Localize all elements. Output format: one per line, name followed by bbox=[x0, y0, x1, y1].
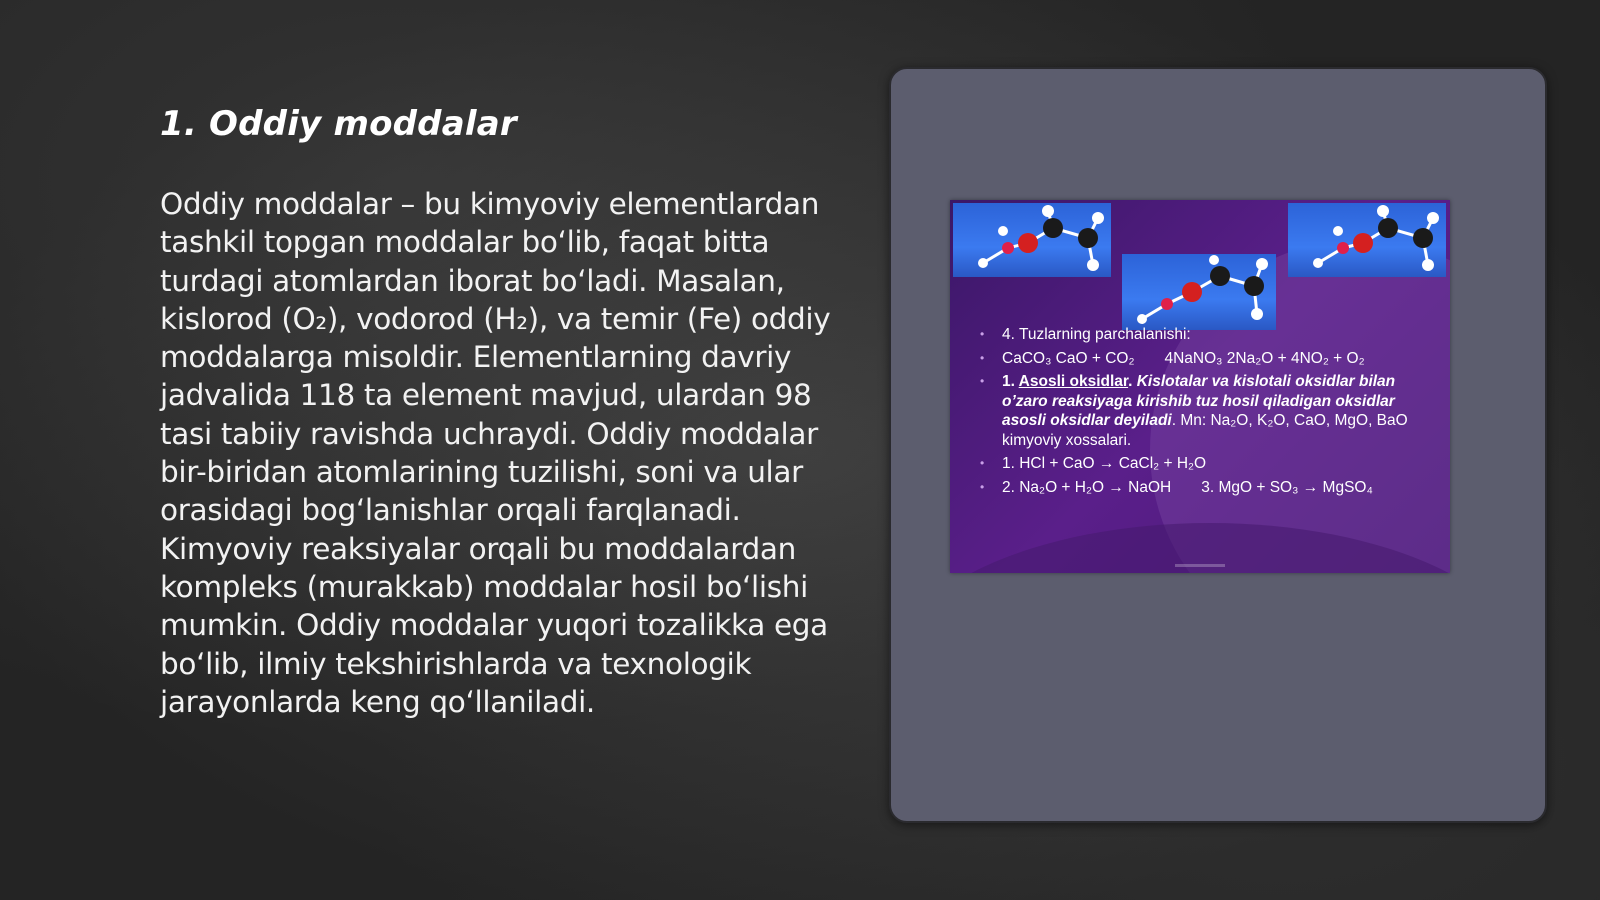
equation-text: 4NaNO₃ 2Na₂O + 4NO₂ + O₂ bbox=[1164, 349, 1365, 367]
molecule-image bbox=[953, 203, 1111, 277]
equation-text: 2. Na₂O + H₂O → NaOH bbox=[1002, 478, 1172, 496]
molecule-image bbox=[1122, 254, 1276, 330]
embedded-slide-image bbox=[950, 200, 1450, 573]
molecule-image bbox=[1288, 203, 1446, 277]
list-item bbox=[978, 372, 1438, 450]
slide-title: 1. Oddiy moddalar bbox=[160, 104, 517, 144]
punctuation: . bbox=[1128, 373, 1137, 390]
slide-body-text: Oddiy moddalar – bu kimyoviy elementlardan tashkil topgan moddalar bo‘lib, faqat bitta turdagi atomlardan iborat bo‘ladi. Masalan, kislorod (O₂), vodorod (H₂), va temir (Fe) oddiy moddalarga misoldir. Elementlarning davriy jadvalida 118 ta element mavjud, ulardan 98 tasi tabiiy ravishda uchraydi. Oddiy moddalar bir-biridan atomlarining tuzilishi, soni va ular orasidagi bog‘lanishlar orqali farqlanadi. Kimyoviy reaksiyalar orqali bu moddalardan kompleks (murakkab) moddalar hosil bo‘lishi mumkin. Oddiy moddalar yuqori tozalikka ega bo‘lib, ilmiy tekshirishlarda va texnologik jarayonlarda keng qo‘llaniladi. bbox=[160, 187, 831, 719]
item-number: 1. bbox=[1002, 373, 1019, 390]
term-heading: Asosli oksidlar bbox=[1018, 373, 1129, 390]
list-item bbox=[978, 454, 1438, 474]
list-item bbox=[978, 325, 1438, 345]
definition-text: Kislotalar va kislotali oksidlar bilan o’zaro reaksiyaga kirishib tuz hosil qiladigan oksidlar asosli oksidlar deyiladi bbox=[1002, 373, 1396, 429]
list-item bbox=[978, 349, 1438, 369]
list-item bbox=[978, 478, 1438, 498]
list-item-text: 4. Tuzlarning parchalanishi: bbox=[1002, 326, 1191, 343]
equation-text: 1. HCl + CaO → CaCl₂ + H₂O bbox=[1002, 455, 1207, 472]
footer-mark bbox=[1175, 564, 1225, 567]
example-text: . Mn: Na₂O, K₂O, CaO, MgO, BaO kimyoviy xossalari. bbox=[1002, 412, 1408, 449]
equation-text: CaCO₃ CaO + CO₂ bbox=[1002, 349, 1135, 367]
embedded-bullet-list bbox=[978, 325, 1438, 501]
equation-text: 3. MgO + SO₃ → MgSO₄ bbox=[1201, 478, 1373, 496]
